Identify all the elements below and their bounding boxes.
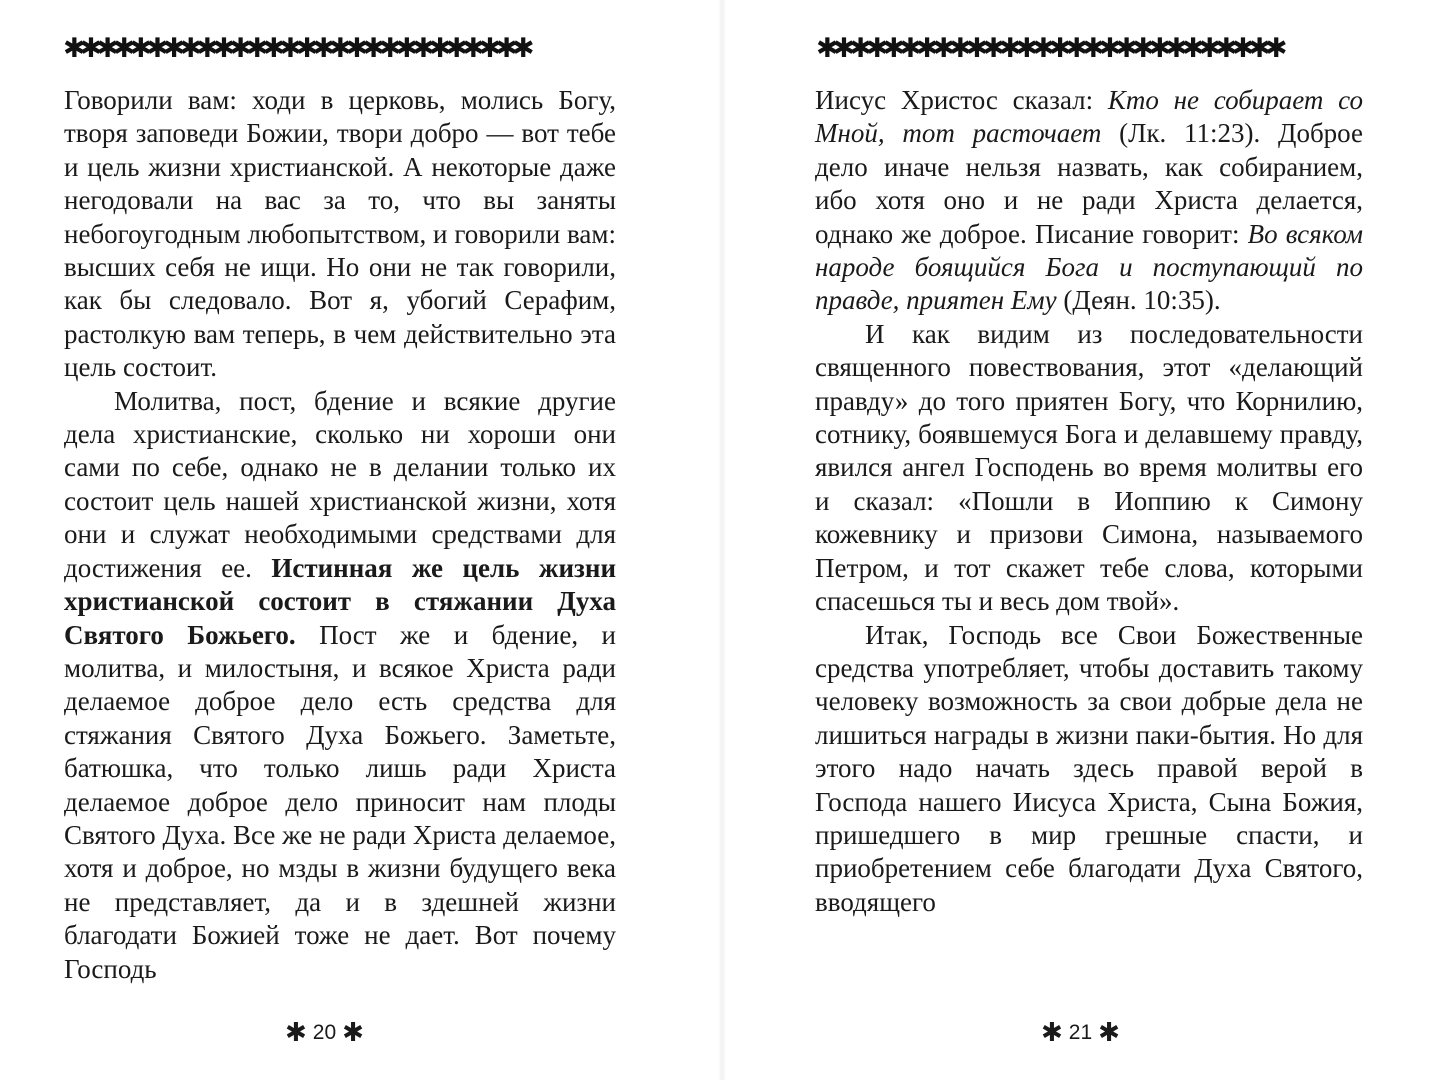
text-run: Итак, Господь все Свои Божественные средства употребляет, чтобы доставить такому человеку возможность за свои добрые дела не лишиться награды в жизни паки-бытия. Но для этого надо начать здесь правой верой в Господа нашего Иисуса Христа, Сына Божия, пришедшего в мир грешные спасти, и приобретением себе благодати Духа Святого, вводящего — [815, 619, 1363, 917]
text-run: Иисус Христос сказал: — [815, 85, 1108, 115]
paragraph — [64, 84, 616, 385]
page-number-footer — [1041, 1018, 1120, 1048]
page-number: 20 — [312, 1021, 337, 1044]
text-run: (Деян. 10:35). — [1056, 285, 1221, 316]
paragraph — [64, 385, 616, 986]
body-text — [815, 84, 1363, 919]
text-run: Пост же и бдение, и молитва, и милостыня, и всякое Христа ради делаемое доброе дело есть средства для стяжания Святого Духа Божьего. Заметьте, батюшка, что только лишь ради Христа делаемое доброе дело приносит нам плоды Святого Духа. Все же не ради Христа делаемое, хотя и доброе, но мзды в жизни будущего века не представляет, да и в здешней жизни благодати Божией тоже не дает. Вот почему Господь — [64, 619, 616, 984]
paragraph — [815, 619, 1363, 920]
right-page — [723, 0, 1445, 1080]
ornament-star-icon: ✱ — [285, 1018, 307, 1048]
italic-text: Во всяком народе боящийся Бога и поступающий по правде, приятен Ему — [815, 218, 1363, 316]
ornament-star-icon: ✱ — [1098, 1018, 1120, 1048]
header-ornament: ✱✱✱✱✱✱✱✱✱✱✱✱✱✱✱✱✱✱✱✱✱✱✱✱✱✱✱✱ — [816, 36, 1282, 62]
text-run: Молитва, пост, бдение и всякие другие дела христианские, сколько ни хороши они сами по себе, однако не в делании только их состоит цель нашей христианской жизни, хотя они и служат необходимыми средствами для достижения ее. — [64, 385, 616, 583]
body-text — [64, 84, 616, 986]
paragraph — [815, 318, 1363, 619]
text-run: И как видим из последовательности священного повествования, этот «делающий правду» до того приятен Богу, что Корнилию, сотнику, боявшемуся Бога и делавшему правду, явился ангел Господень во время молитвы его и сказал: «Пошли в Иоппию к Симону кожевнику и призови Симона, называемого Петром, и тот скажет тебе слова, которыми спасешься ты и весь дом твой». — [815, 318, 1363, 617]
ornament-star-icon: ✱ — [1041, 1018, 1063, 1048]
paragraph — [815, 84, 1363, 318]
bold-text: Истинная же цель жизни христианской состоит в стяжании Духа Святого Божьего. — [64, 552, 616, 650]
text-run: (Лк. 11:23). Доброе дело иначе нельзя назвать, как собиранием, ибо хотя оно и не ради Христа делается, однако же доброе. Писание говорит: — [815, 118, 1363, 249]
left-page — [0, 0, 722, 1080]
header-ornament: ✱✱✱✱✱✱✱✱✱✱✱✱✱✱✱✱✱✱✱✱✱✱✱✱✱✱✱✱ — [63, 36, 529, 62]
text-run: Говорили вам: ходи в церковь, молись Богу, творя заповеди Божии, твори добро — вот тебе и цель жизни христианской. А некоторые даже негодовали на вас за то, что вы заняты небогоугодным любопытством, и говорили вам: высших себя не ищи. Но они не так говорили, как бы следовало. Вот я, убогий Серафим, растолкую вам теперь, в чем действительно эта цель состоит. — [64, 85, 616, 383]
page-number-footer — [285, 1018, 364, 1048]
page-number: 21 — [1068, 1021, 1093, 1044]
italic-text: Кто не собирает со Мной, тот расточает — [815, 85, 1363, 149]
ornament-star-icon: ✱ — [342, 1018, 364, 1048]
